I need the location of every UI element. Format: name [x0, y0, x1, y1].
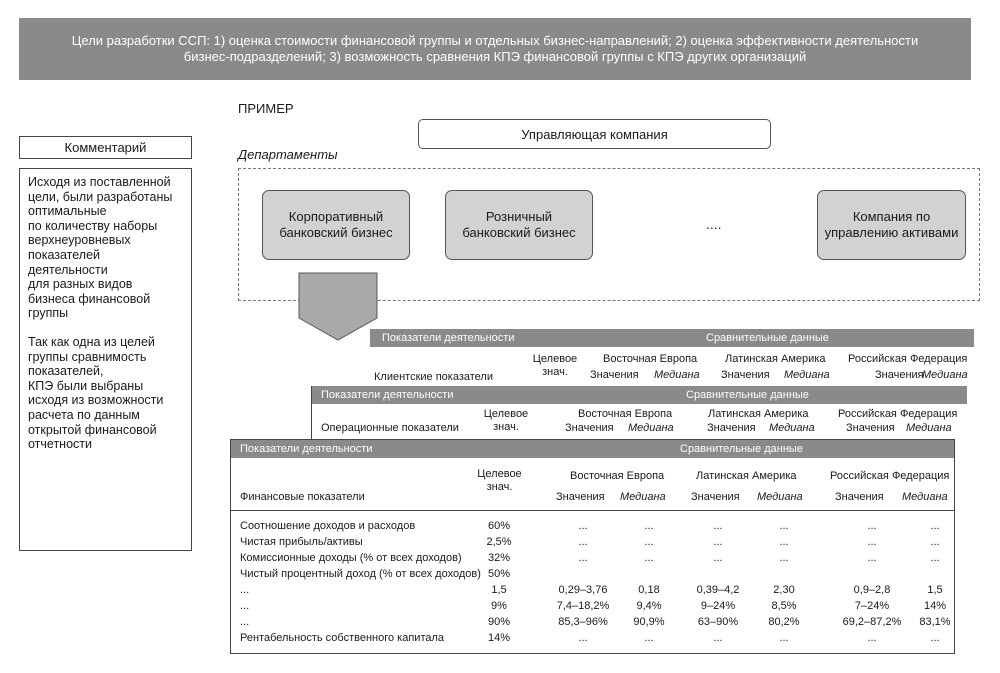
kpi-row-name: ...	[240, 616, 250, 628]
kpi-cell-la-m: 8,5%	[771, 600, 797, 612]
kpi-cell-ee-m: 9,4%	[636, 600, 662, 612]
region-russia: Российская Федерация	[838, 408, 958, 420]
region-russia: Российская Федерация	[830, 470, 950, 482]
values-label: Значения	[721, 369, 770, 381]
kpi-cell-ee-m: ...	[644, 536, 654, 548]
kpi-cell-target: 9%	[491, 600, 507, 612]
kpi-cell-ee-v: ...	[578, 552, 588, 564]
median-label: Медиана	[620, 491, 666, 503]
kpi-row-name: Чистый процентный доход (% от всех доходов)	[240, 568, 481, 580]
kpi-cell-ru-m: ...	[930, 536, 940, 548]
kpi-cell-la-m: ...	[779, 520, 789, 532]
values-label: Значения	[565, 422, 614, 434]
kpi-cell-la-v: ...	[713, 552, 723, 564]
kpi-cell-target: 32%	[487, 552, 511, 564]
target-col-label: Целевое знач.	[532, 353, 578, 378]
table-header-left: Показатели деятельности	[240, 443, 373, 455]
kpi-cell-ee-v: ...	[578, 632, 588, 644]
region-east-europe: Восточная Европа	[578, 408, 673, 420]
table-header	[370, 329, 974, 347]
kpi-cell-ru-m: 1,5	[927, 584, 943, 596]
kpi-cell-ru-v: 69,2–87,2%	[842, 616, 902, 628]
down-arrow-icon	[298, 272, 378, 342]
kpi-cell-target: 14%	[487, 632, 511, 644]
values-label: Значения	[835, 491, 884, 503]
kpi-cell-la-v: ...	[713, 632, 723, 644]
kpi-cell-ru-m: ...	[930, 520, 940, 532]
kpi-row-name: Комиссионные доходы (% от всех доходов)	[240, 552, 462, 564]
kpi-cell-ee-v: ...	[578, 520, 588, 532]
region-russia: Российская Федерация	[848, 353, 968, 365]
kpi-cell-la-v: ...	[713, 536, 723, 548]
kpi-cell-ee-m: ...	[644, 520, 654, 532]
kpi-cell-ee-m: 90,9%	[633, 616, 665, 628]
kpi-cell-la-m: ...	[779, 536, 789, 548]
kpi-cell-ee-m: ...	[644, 632, 654, 644]
kpi-cell-target: 2,5%	[486, 536, 512, 548]
department-corporate	[262, 190, 410, 260]
example-label: ПРИМЕР	[238, 101, 294, 116]
goals-text: Цели разработки ССП: 1) оценка стоимости финансовой группы и отдельных бизнес-направлений; 2) оценка эффективности деятельности бизнес-подразделений; 3) возможность сравнения КПЭ финансовой группы с КПЭ других организаций	[71, 33, 919, 64]
median-label: Медиана	[628, 422, 674, 434]
kpi-cell-la-v: ...	[713, 520, 723, 532]
kpi-cell-la-v: 9–24%	[700, 600, 736, 612]
median-label: Медиана	[922, 369, 968, 381]
kpi-row-name: Соотношение доходов и расходов	[240, 520, 416, 532]
kpi-row-name: ...	[240, 600, 250, 612]
kpi-cell-ee-v: 0,29–3,76	[558, 584, 608, 596]
kpi-cell-la-m: 80,2%	[768, 616, 800, 628]
values-label: Значения	[691, 491, 740, 503]
kpi-cell-target: 50%	[487, 568, 511, 580]
median-label: Медиана	[769, 422, 815, 434]
department-retail-label: Розничный банковский бизнес	[462, 209, 576, 240]
financial-kpi-table	[230, 439, 955, 654]
kpi-row-name: ...	[240, 584, 250, 596]
kpi-cell-target: 1,5	[491, 584, 507, 596]
table-header-right: Сравнительные данные	[706, 332, 829, 344]
kpi-row-name: Чистая прибыль/активы	[240, 536, 363, 548]
management-company-label: Управляющая компания	[521, 126, 668, 142]
departments-label: Департаменты	[238, 147, 338, 162]
kpi-cell-la-m: 2,30	[773, 584, 795, 596]
median-label: Медиана	[784, 369, 830, 381]
comment-title: Комментарий	[64, 140, 147, 155]
kpi-cell-la-m: ...	[779, 632, 789, 644]
region-east-europe: Восточная Европа	[603, 353, 698, 365]
kpi-cell-ee-v: ...	[578, 536, 588, 548]
kpi-cell-la-v: 63–90%	[697, 616, 739, 628]
table-category: Операционные показатели	[321, 422, 459, 434]
kpi-cell-ee-m: 0,18	[638, 584, 660, 596]
goals-banner	[19, 18, 971, 80]
client-kpi-table	[370, 329, 974, 387]
table-category: Клиентские показатели	[374, 371, 493, 383]
values-label: Значения	[590, 369, 639, 381]
kpi-cell-ru-v: ...	[867, 632, 877, 644]
target-col-label: Целевое знач.	[483, 408, 529, 433]
kpi-cell-ru-v: ...	[867, 536, 877, 548]
table-header-left: Показатели деятельности	[321, 389, 454, 401]
table-header	[231, 440, 954, 458]
comment-header	[19, 136, 192, 159]
table-header-right: Сравнительные данные	[686, 389, 809, 401]
kpi-cell-la-m: ...	[779, 552, 789, 564]
kpi-cell-target: 90%	[487, 616, 511, 628]
table-header	[312, 386, 967, 404]
comment-paragraph-1: Исходя из поставленной цели, были разработаны оптимальные по количеству наборы верхнеуровневых показателей деятельности для разных видов бизнеса финансовой группы	[28, 175, 173, 321]
kpi-cell-ru-v: 0,9–2,8	[853, 584, 891, 596]
region-latin-america: Латинская Америка	[725, 353, 826, 365]
table-divider	[231, 510, 954, 511]
kpi-cell-ee-v: 7,4–18,2%	[556, 600, 610, 612]
median-label: Медиана	[654, 369, 700, 381]
department-asset-management	[817, 190, 966, 260]
kpi-cell-la-v: 0,39–4,2	[696, 584, 740, 596]
department-retail	[445, 190, 593, 260]
comment-paragraph-2: Так как одна из целей группы сравнимость показателей, КПЭ были выбраны исходя из возможности расчета по данным открытой финансовой отчетности	[28, 334, 164, 452]
kpi-cell-ru-m: ...	[930, 632, 940, 644]
median-label: Медиана	[906, 422, 952, 434]
values-label: Значения	[846, 422, 895, 434]
kpi-cell-target: 60%	[487, 520, 511, 532]
kpi-cell-ru-m: ...	[930, 552, 940, 564]
region-east-europe: Восточная Европа	[570, 470, 665, 482]
management-company-box	[418, 119, 771, 149]
kpi-cell-ru-m: 83,1%	[919, 616, 951, 628]
kpi-cell-ru-v: ...	[867, 520, 877, 532]
kpi-cell-ee-v: 85,3–96%	[558, 616, 608, 628]
kpi-row-name: Рентабельность собственного капитала	[240, 632, 445, 644]
kpi-cell-ru-v: 7–24%	[854, 600, 890, 612]
table-header-right: Сравнительные данные	[680, 443, 803, 455]
region-latin-america: Латинская Америка	[696, 470, 797, 482]
values-label: Значения	[875, 369, 924, 381]
values-label: Значения	[556, 491, 605, 503]
department-asset-management-label: Компания по управлению активами	[824, 209, 959, 240]
kpi-cell-ru-v: ...	[867, 552, 877, 564]
median-label: Медиана	[757, 491, 803, 503]
region-latin-america: Латинская Америка	[708, 408, 809, 420]
departments-more: ....	[706, 216, 722, 232]
target-col-label: Целевое знач.	[477, 468, 522, 493]
kpi-cell-ee-m: ...	[644, 552, 654, 564]
values-label: Значения	[707, 422, 756, 434]
department-corporate-label: Корпоративный банковский бизнес	[279, 209, 393, 240]
table-category: Финансовые показатели	[240, 491, 365, 503]
kpi-cell-ru-m: 14%	[923, 600, 947, 612]
table-header-left: Показатели деятельности	[382, 332, 515, 344]
median-label: Медиана	[902, 491, 948, 503]
comment-body	[19, 168, 192, 551]
operational-kpi-table	[311, 386, 967, 444]
